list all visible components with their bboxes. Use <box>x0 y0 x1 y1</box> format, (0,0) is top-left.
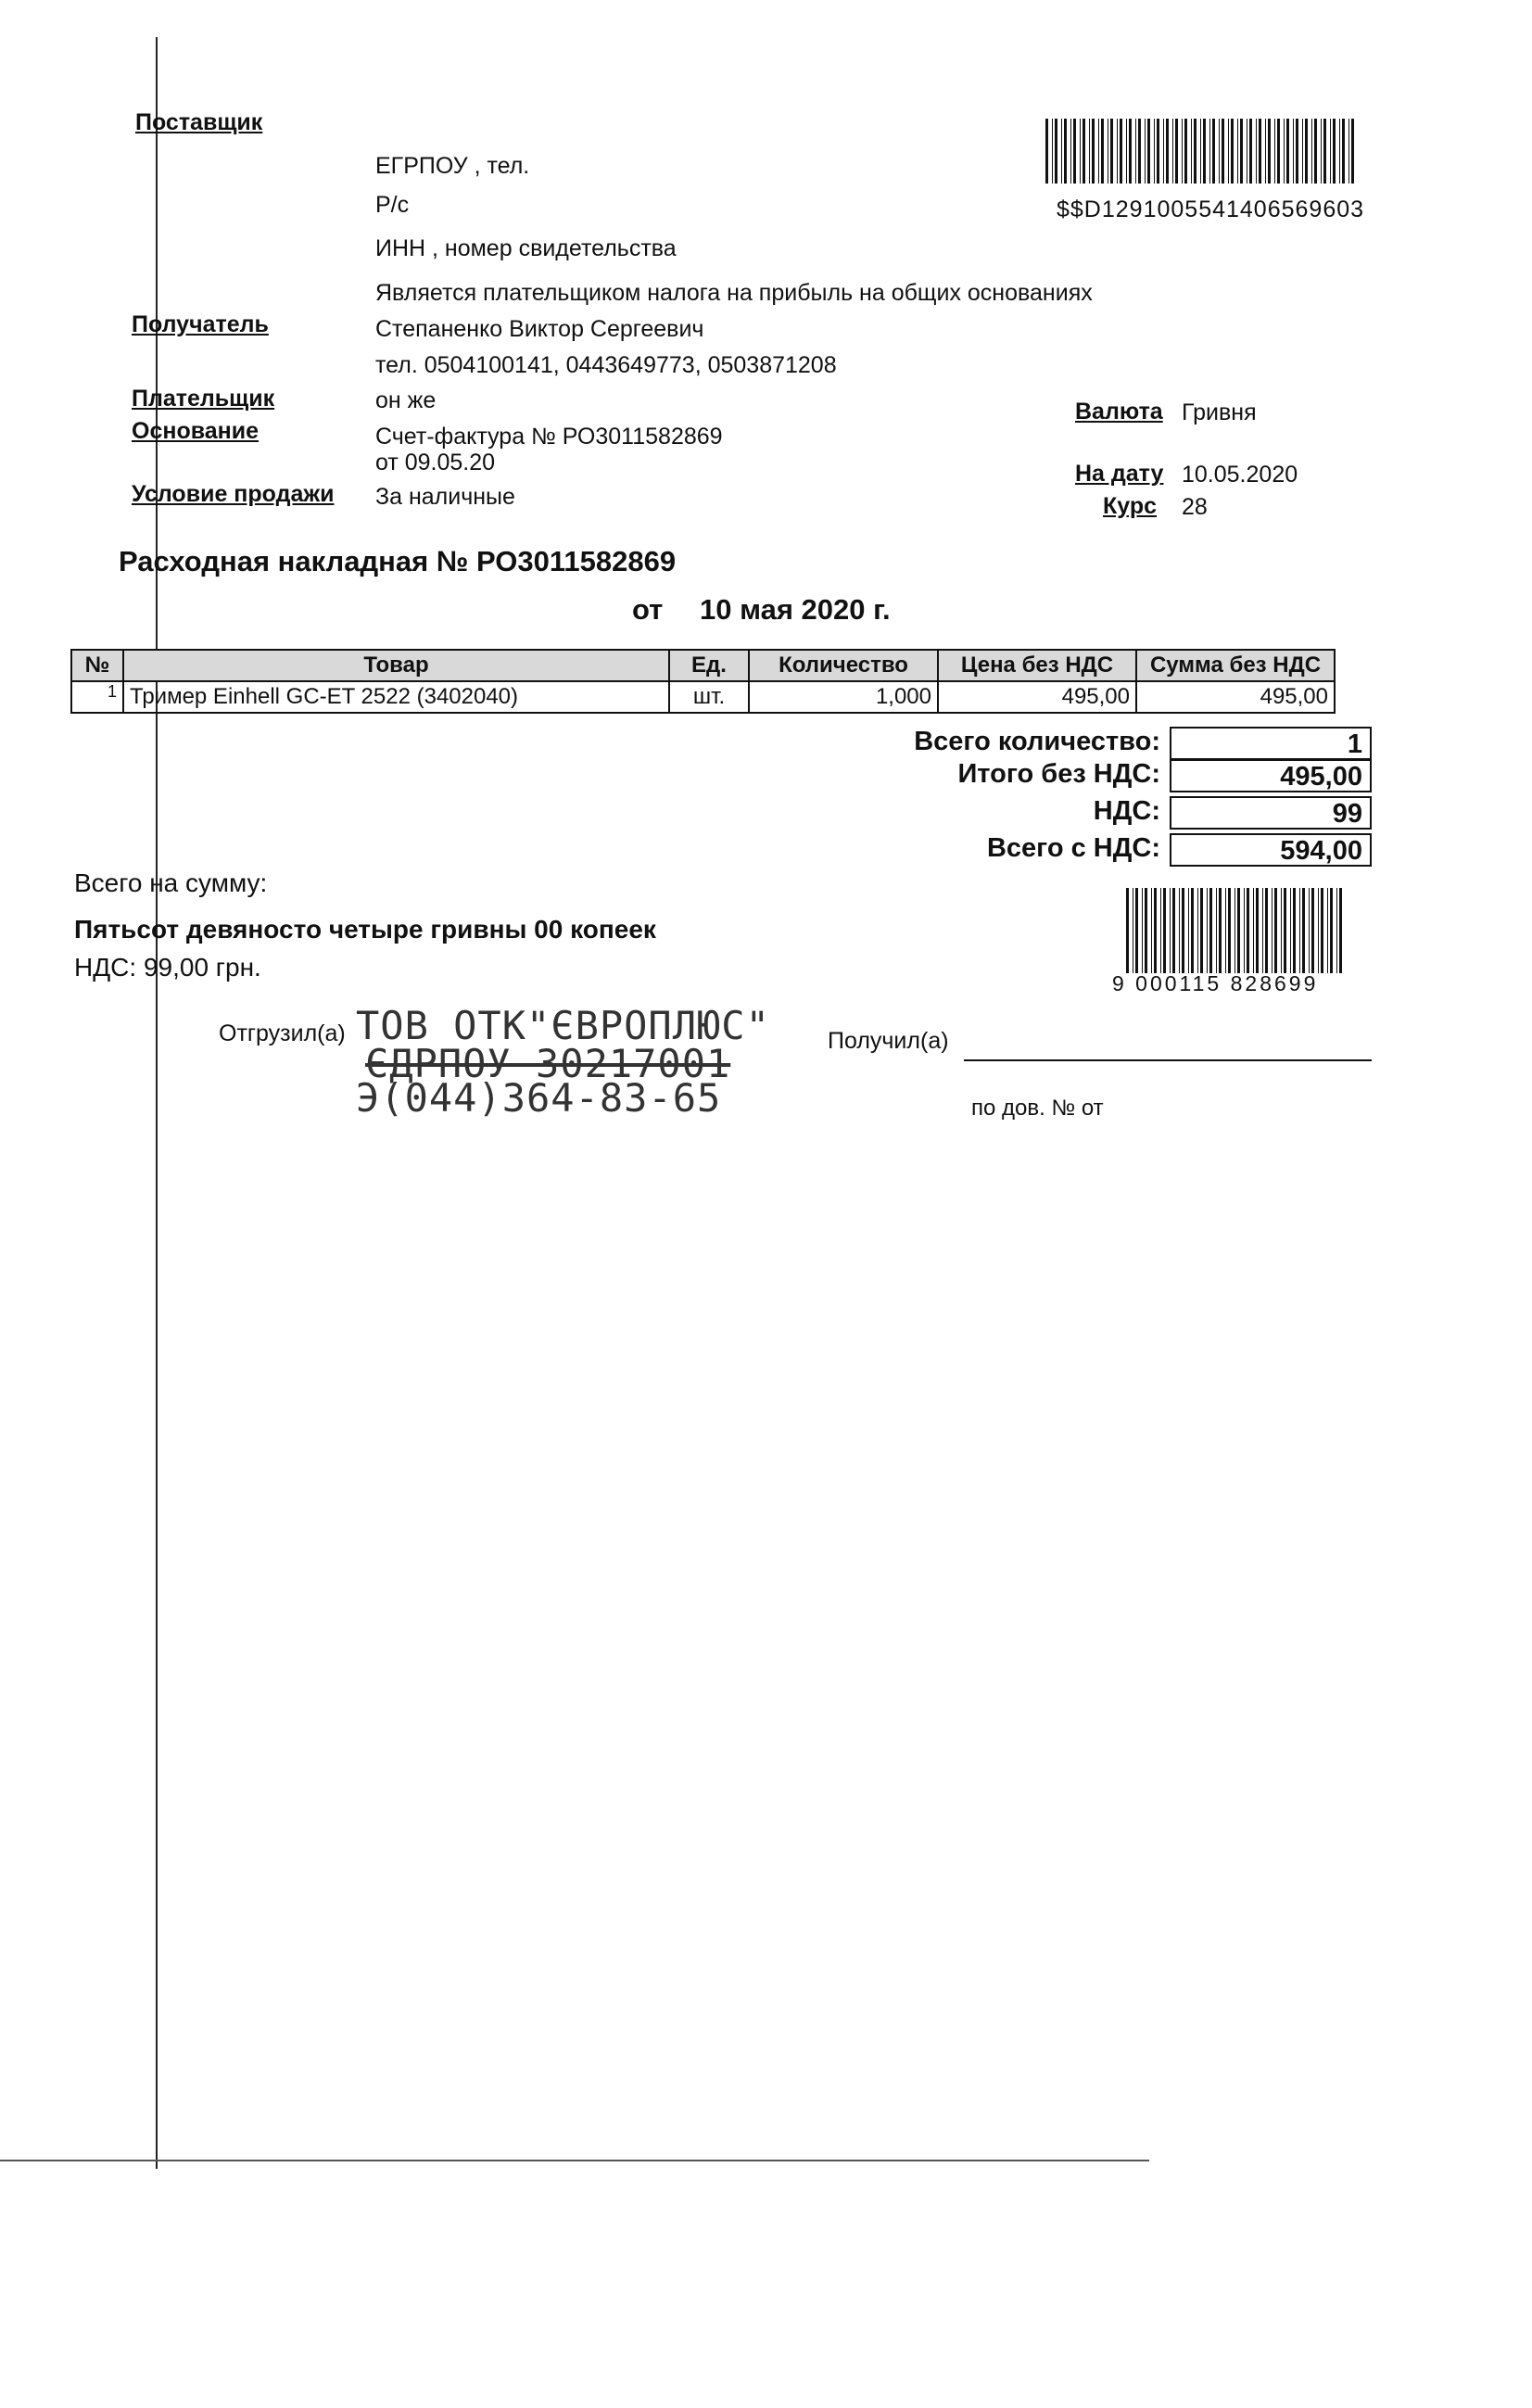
total-vat-value: 99 <box>1170 796 1372 830</box>
total-quantity-label: Всего количество: <box>914 727 1160 756</box>
supplier-inn: ИНН , номер свидетельства <box>375 235 677 261</box>
rate-label: Курс <box>1103 493 1158 519</box>
items-table <box>70 649 1336 714</box>
payer-label: Плательщик <box>132 386 275 412</box>
rate-value: 28 <box>1182 494 1208 520</box>
proxy-text: по дов. № от <box>971 1096 1104 1121</box>
stamp-phone: Э(044)364-83-65 <box>356 1075 722 1121</box>
total-gross-label: Всего с НДС: <box>986 833 1160 863</box>
shipped-label: Отгрузил(а) <box>219 1020 346 1046</box>
sale-terms-label: Условие продажи <box>132 481 335 507</box>
sum-vat: НДС: 99,00 грн. <box>74 953 261 982</box>
sum-words: Пятьсот девяносто четыре гривны 00 копеек <box>74 915 656 944</box>
scan-vertical-line <box>156 37 158 2169</box>
basis-date: от 09.05.20 <box>375 450 496 475</box>
col-quantity: Количество <box>749 650 938 681</box>
barcode-top-text: $$D1291005541406569603 <box>1057 196 1365 222</box>
total-gross-value: 594,00 <box>1170 833 1372 867</box>
recipient-name: Степаненко Виктор Сергеевич <box>375 316 704 342</box>
row-sum: 495,00 <box>1136 681 1335 713</box>
supplier-tax-status: Является плательщиком налога на прибыль на общих основаниях <box>375 280 1093 306</box>
date-prefix: от <box>632 593 664 626</box>
stamp-company: ТОВ ОТК"ЄВРОПЛЮС" <box>356 1003 770 1048</box>
recipient-label: Получатель <box>132 311 269 337</box>
ondate-value: 10.05.2020 <box>1182 462 1298 488</box>
supplier-edrpou: ЕГРПОУ , тел. <box>375 153 530 179</box>
received-signature-line <box>964 1059 1372 1061</box>
currency-value: Гривня <box>1182 399 1257 425</box>
table-header-row <box>71 650 1335 681</box>
row-quantity: 1,000 <box>749 681 938 713</box>
basis-invoice: Счет-фактура № РО3011582869 <box>375 424 723 450</box>
col-sum: Сумма без НДС <box>1136 650 1335 681</box>
total-vat-label: НДС: <box>1093 796 1160 826</box>
supplier-account: Р/с <box>375 192 410 218</box>
total-net-label: Итого без НДС: <box>957 759 1160 789</box>
total-quantity-value: 1 <box>1170 727 1372 760</box>
sale-terms-value: За наличные <box>375 484 515 510</box>
col-unit: Ед. <box>669 650 749 681</box>
row-price: 495,00 <box>938 681 1136 713</box>
currency-label: Валюта <box>1075 399 1163 425</box>
row-unit: шт. <box>669 681 749 713</box>
supplier-label: Поставщик <box>135 109 263 135</box>
payer-value: он же <box>375 387 437 413</box>
basis-label: Основание <box>132 418 260 444</box>
col-number: № <box>71 650 123 681</box>
col-price: Цена без НДС <box>938 650 1136 681</box>
table-row <box>71 681 1335 713</box>
barcode-top <box>1045 119 1356 184</box>
barcode-bottom-text: 9 000115 828699 <box>1112 971 1319 995</box>
received-label: Получил(а) <box>828 1028 949 1054</box>
stamp-edrpou: ЄДРПОУ 30217001 <box>365 1041 731 1086</box>
sum-label: Всего на сумму: <box>74 868 268 897</box>
ondate-label: На дату <box>1075 461 1164 487</box>
document-date: 10 мая 2020 г. <box>700 593 891 626</box>
barcode-bottom <box>1126 888 1348 973</box>
scan-horizontal-line <box>0 2160 1149 2161</box>
page-title: Расходная накладная № РО3011582869 <box>119 545 677 577</box>
total-net-value: 495,00 <box>1170 759 1372 792</box>
col-item: Товар <box>123 650 669 681</box>
recipient-phones: тел. 0504100141, 0443649773, 0503871208 <box>375 352 837 378</box>
row-item: Тример Einhell GC-ET 2522 (3402040) <box>123 681 669 713</box>
row-number: 1 <box>71 681 123 713</box>
